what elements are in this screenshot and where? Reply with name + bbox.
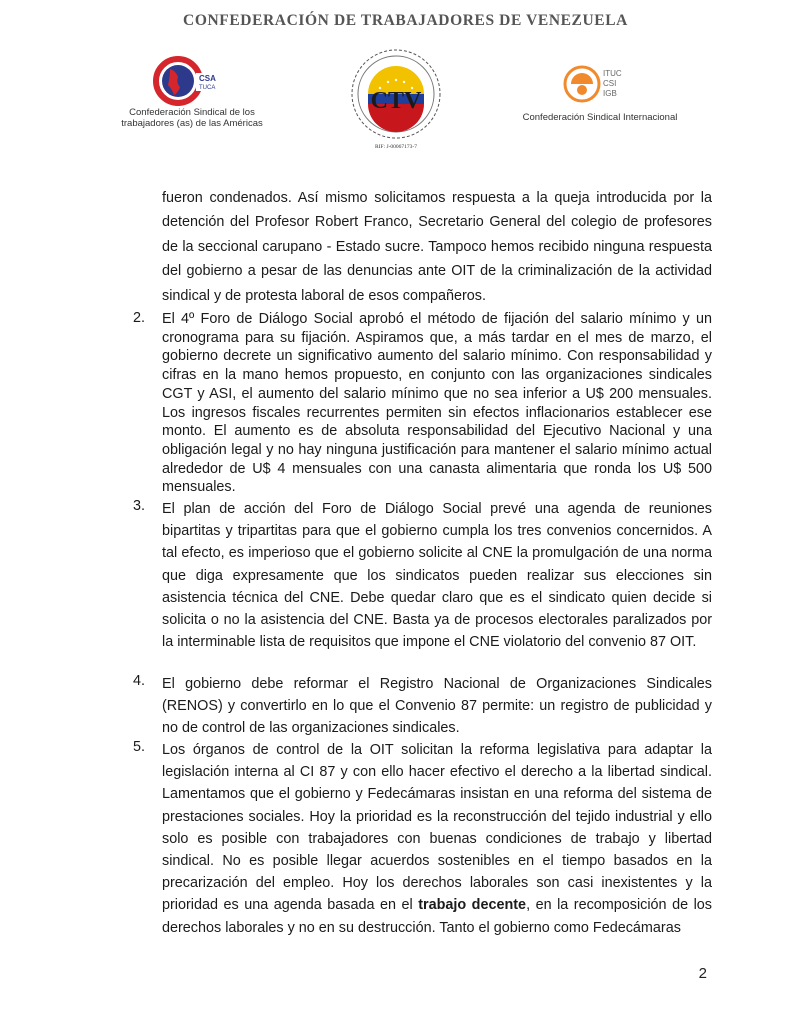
- csi-logo: [515, 62, 685, 132]
- text-after-bold: , en la recomposición de los derechos laborales y no en su destrucción. Tanto el gobierno como Fedecámaras: [162, 897, 712, 936]
- ctv-letters: CTV: [370, 88, 422, 114]
- list-item-text: [162, 739, 712, 939]
- ctv-seal-icon: [346, 48, 446, 144]
- page-number: 2: [698, 965, 707, 982]
- csa-logo: [112, 55, 272, 140]
- list-item-number: 3.: [133, 498, 146, 514]
- csa-caption-line2: trabajadores (as) de las Américas: [121, 118, 263, 129]
- list-item-text: El plan de acción del Foro de Diálogo Social prevé una agenda de reuniones bipartitas y tripartitas para que el gobierno cumpla los tres convenios concernidos. A tal efecto, es imperioso que el gobierno solicite al CNE la promulgación de una norma que diga expresamente que los sindicatos pueden realizar sus elecciones sin asistencia técnica del CNE. Debe quedar claro que es el sindicato quien decide si solicita o no la asistencia del CNE. Basta ya de procesos electorales paralizados por la interminable lista de requisitos que impone el CNE violatorio del convenio 87 OIT.: [162, 501, 712, 651]
- list-item-text: El gobierno debe reformar el Registro Nacional de Organizaciones Sindicales (RENOS) y convertirlo en lo que el Convenio 87 permite: un registro de publicidad y no de control de las organizaciones sindicales.: [162, 676, 712, 736]
- ctv-rif: RIF: J-00067173-7: [374, 144, 417, 150]
- list-item-number: 2.: [133, 310, 146, 326]
- letterhead-title: CONFEDERACIÓN DE TRABAJADORES DE VENEZUELA: [183, 12, 628, 29]
- list-item-text: El 4º Foro de Diálogo Social aprobó el método de fijación del salario mínimo y un cronograma para su fijación. Aspiramos que, a más tardar en el mes de marzo, el gobierno decrete un significativo aumento del salario mínimo. Con responsabilidad y cifras en la mano hemos propuesto, en conjunto con las organizaciones sindicales CGT y ASI, el aumento del salario mínimo que no sea inferior a U$ 200 mensuales. Los ingresos fiscales recurrentes permiten sin efectos inflacionarios establecer ese monto. El aumento es de absoluta responsabilidad del Ejecutivo Nacional y una obligación legal y no hay ninguna justificación para mantener el salario mínimo actual alrededor de U$ 4 mensuales con una canasta alimentaria que ronda los U$ 500 mensuales.: [162, 311, 712, 496]
- csa-emblem-icon: [112, 55, 272, 107]
- list-item-number: 4.: [133, 673, 146, 689]
- list-item-number: 5.: [133, 739, 146, 755]
- csi-caption: Confederación Sindical Internacional: [522, 112, 678, 123]
- continuation-paragraph: fueron condenados. Así mismo solicitamos respuesta a la queja introducida por la detención del Profesor Robert Franco, Secretario General del colegio de profesores de la seccional carupano - Estado sucre. Tampoco hemos recibido ninguna respuesta del gobierno a pesar de las denuncias ante OIT de la criminalización de la actividad sindical y de protesta laboral de esos compañeros.: [162, 190, 712, 304]
- csa-badge-bottom: TUCA: [199, 85, 216, 91]
- ctv-logo: [346, 48, 446, 158]
- csi-badge-line3: IGB: [603, 89, 617, 98]
- bold-phrase: trabajo decente: [418, 897, 527, 914]
- csa-badge-top: CSA: [199, 74, 216, 83]
- csi-badge-line2: CSI: [603, 79, 617, 88]
- text-before-bold: Los órganos de control de la OIT solicitan la reforma legislativa para adaptar la legislación interna al CI 87 y con ello hacer efectivo el derecho a la libertad sindical. Lamentamos que el gobierno y Fedecámaras insistan en una reforma del sistema de prestaciones sociales. Hoy la prioridad es la reconstrucción del tejido industrial y ello solo es posible con trabajadores con buenas condiciones de trabajo y libertad sindical. No es posible llegar acuerdos sostenibles en el tiempo basados en la precarización del empleo. Hoy los derechos laborales son casi inexistentes y la prioridad es una agenda basada en el: [162, 742, 712, 914]
- csa-caption-line1: Confederación Sindical de los: [129, 107, 255, 118]
- csi-emblem-icon: [515, 62, 685, 110]
- csi-badge-line1: ITUC: [603, 69, 622, 78]
